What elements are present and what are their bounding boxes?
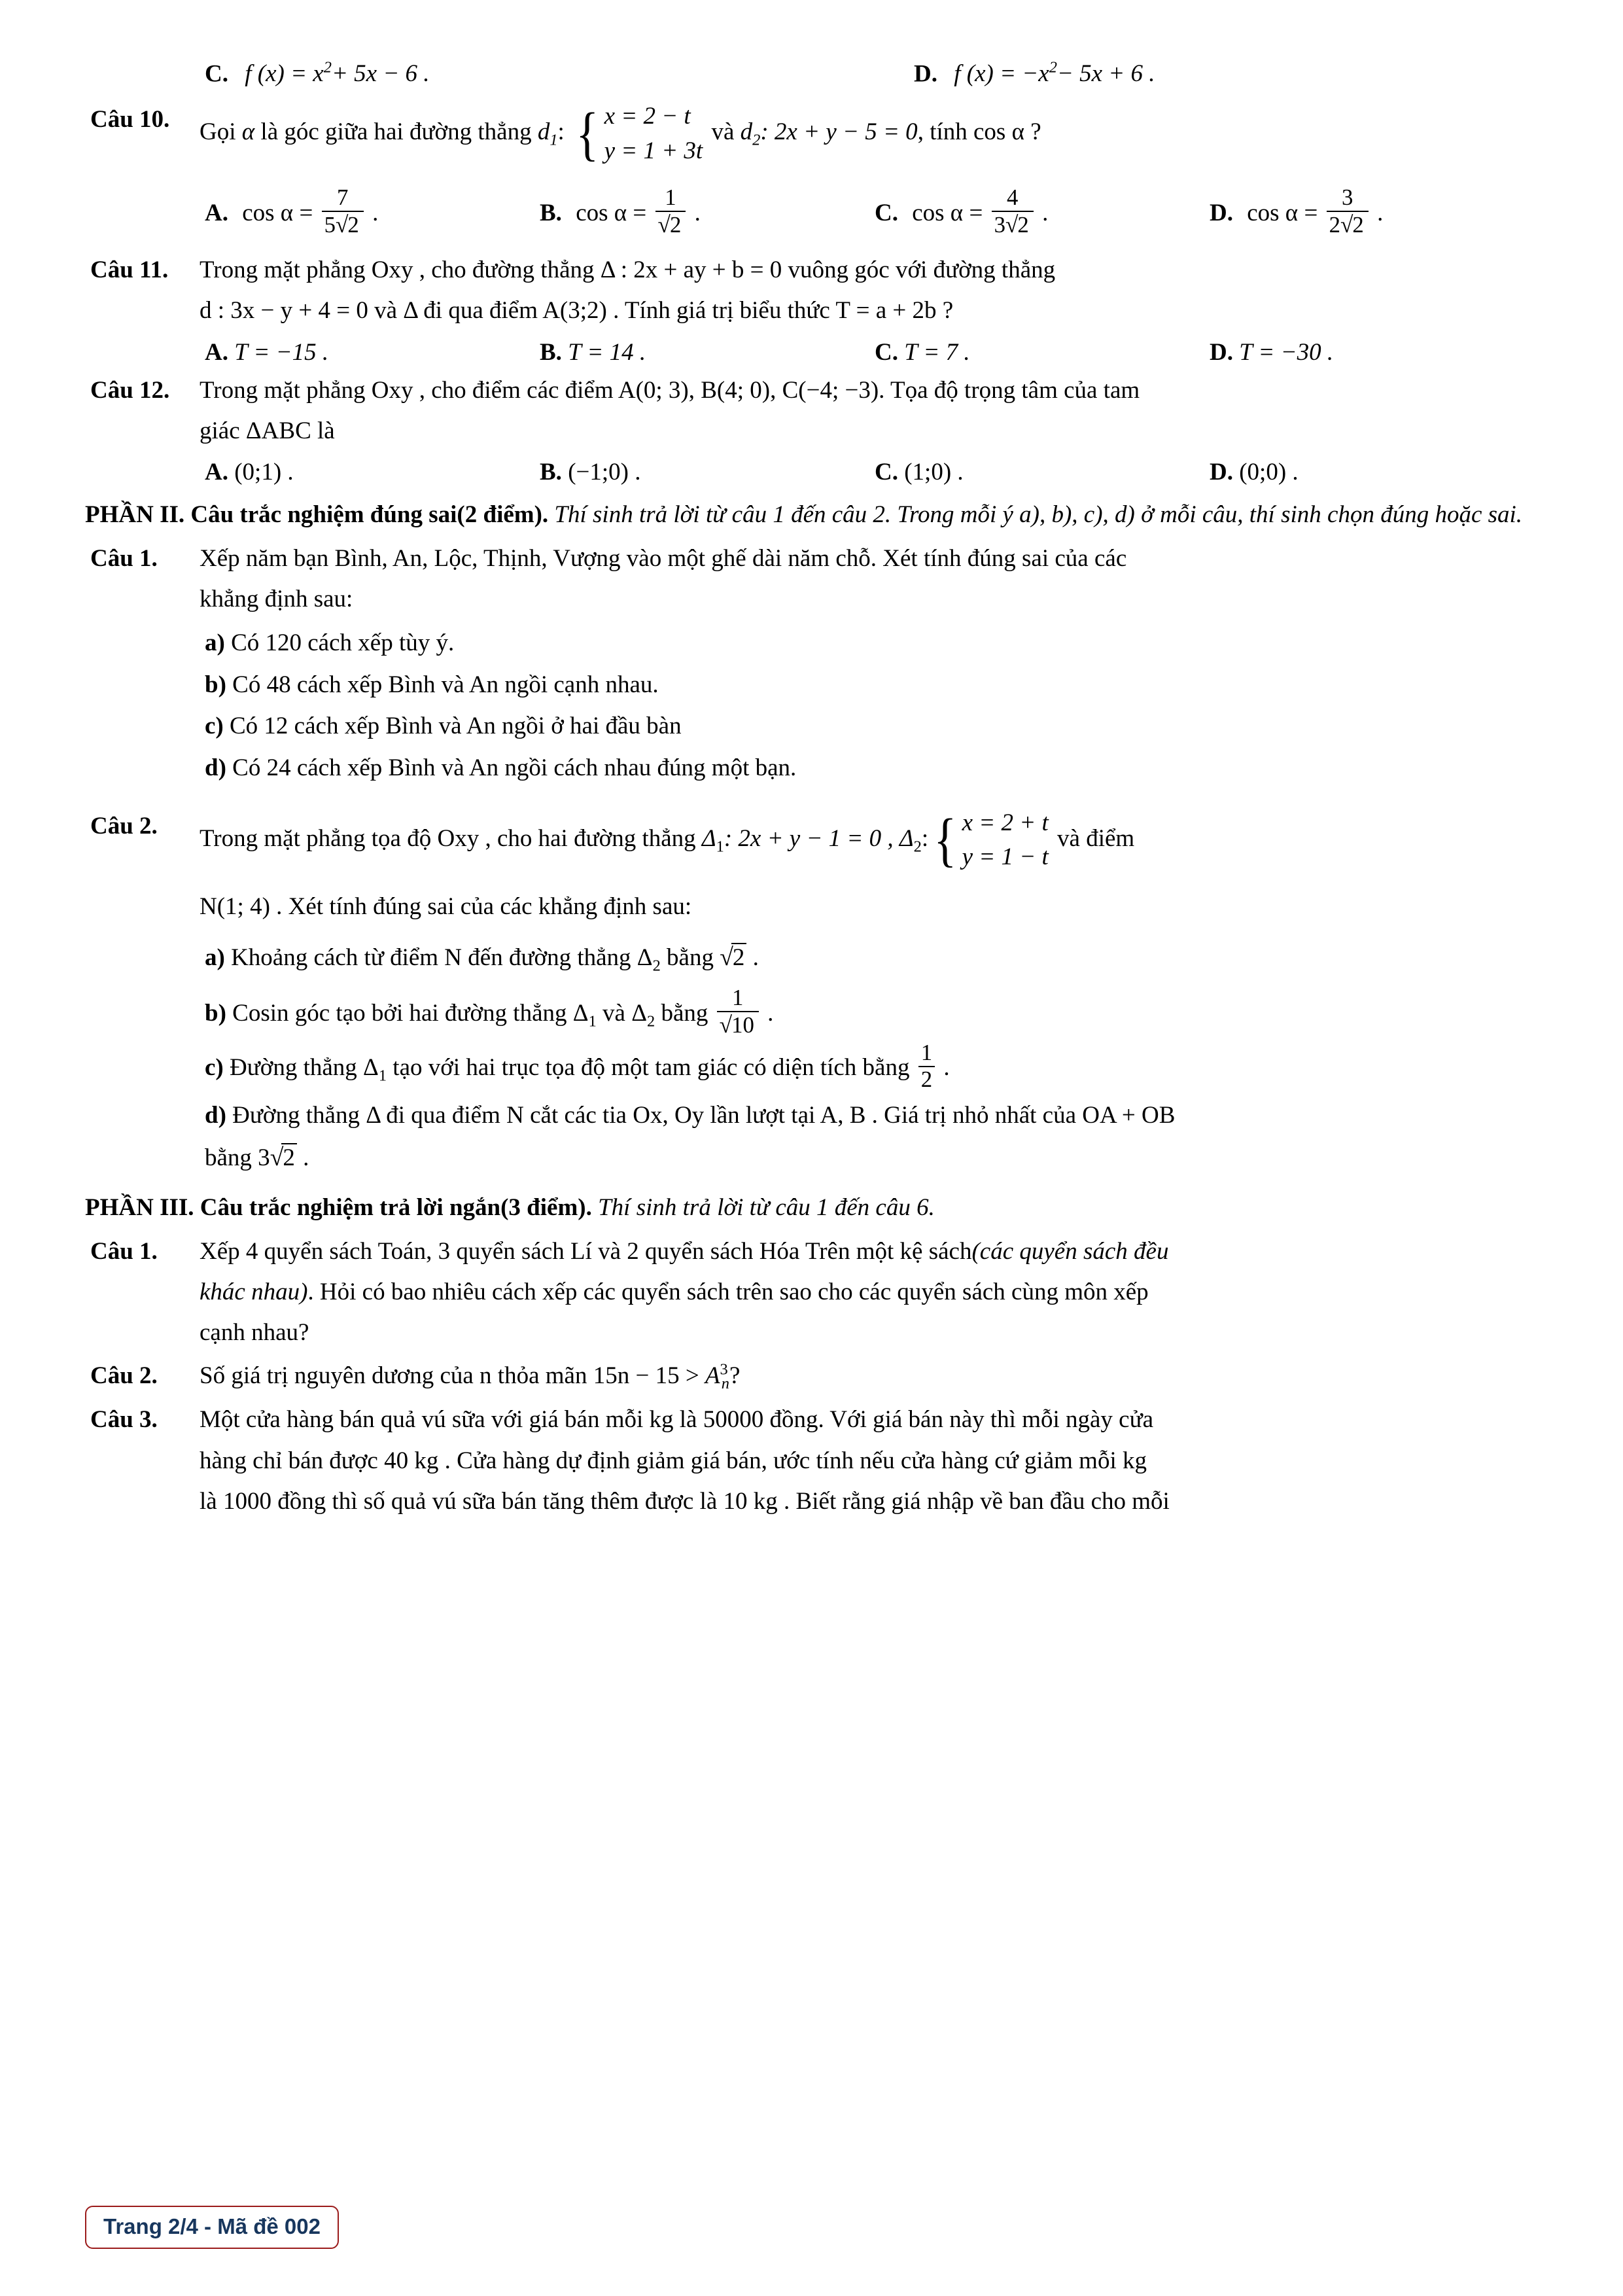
part2-q2-item-c-post: . — [943, 1053, 950, 1081]
part2-q2-item-b — [205, 985, 1544, 1040]
part2-question-2 — [85, 806, 1544, 927]
q10-option-a-tail: . — [372, 200, 379, 227]
q10-text-b: là góc giữa hai đường thẳng — [260, 118, 532, 146]
option-d-post: − 5x + 6 . — [1056, 60, 1155, 88]
q12-option-b-text: (−1;0) . — [568, 458, 641, 486]
q10-option-c — [875, 185, 1210, 238]
part2-q2-item-c-mid: tạo với hai trục tọa độ một tam giác có diện tích bằng — [387, 1053, 910, 1081]
q11-line2: d : 3x − y + 4 = 0 và Δ đi qua điểm A(3;2) . Tính giá trị biểu thức T = a + 2b ? — [200, 297, 954, 325]
question-10-body — [200, 99, 1544, 168]
part3-q1-line1 — [200, 1231, 1544, 1272]
part2-q2-sys-line1: x = 2 + t — [962, 809, 1049, 836]
part3-q1-line3: cạnh nhau? — [200, 1318, 309, 1346]
part2-q2-item-a-sqrt-arg: 2 — [731, 943, 747, 971]
option-c-pre: f (x) = x — [245, 60, 324, 88]
q11-option-c — [875, 338, 1210, 366]
option-d-expression — [954, 60, 1155, 87]
question-11-body — [200, 250, 1544, 331]
part2-q2-item-c-sub: 1 — [378, 1067, 387, 1085]
part2-q1-item-b-mark: b) — [205, 671, 226, 698]
question-12-options — [85, 458, 1544, 486]
part3-question-2 — [85, 1356, 1544, 1397]
part2-q2-item-d-line2-post: . — [303, 1144, 309, 1171]
part-2-heading-bold: PHẦN II. Câu trắc nghiệm đúng sai(2 điểm). — [85, 501, 549, 528]
question-9-options-continued — [85, 59, 1544, 88]
q10-option-b-num: 1 — [665, 185, 676, 211]
part2-q2-item-a-mid: bằng — [660, 944, 714, 971]
part3-q2-post: ? — [729, 1362, 741, 1390]
option-d-pre: f (x) = −x — [954, 60, 1049, 88]
q10-option-c-label: C. — [875, 200, 898, 227]
q12-option-d-text: (0;0) . — [1239, 458, 1299, 486]
part2-question-1-body — [200, 539, 1544, 620]
q10-option-c-fraction — [992, 185, 1034, 238]
part2-q2-item-b-pre: Cosin góc tạo bởi hai đường thẳng Δ — [232, 999, 589, 1027]
option-d-label: D. — [914, 60, 937, 88]
part-2-heading-italic: Thí sinh trả lời từ câu 1 đến câu 2. Trong mỗi ý a), b), c), d) ở mỗi câu, thí sinh chọn đúng hoặc sai. — [554, 501, 1523, 528]
q10-option-d-label: D. — [1210, 200, 1233, 227]
part2-q2-item-b-mark: b) — [205, 999, 226, 1027]
part3-q2-a-sub: n — [721, 1375, 729, 1393]
q10-text-a: Gọi — [200, 118, 236, 146]
option-c-expression — [245, 60, 429, 87]
q10-option-a-num: 7 — [336, 185, 349, 211]
part3-q3-line1: Một cửa hàng bán quả vú sữa với giá bán mỗi kg là 50000 đồng. Với giá bán này thì mỗi ngày cửa — [200, 1406, 1154, 1434]
part2-q2-brace: { — [934, 807, 957, 874]
q10-d2-eq: : 2x + y − 5 = 0 — [760, 118, 918, 146]
q10-option-d — [1210, 185, 1544, 238]
q10-option-a-den-sqrt: 2 — [346, 211, 360, 238]
part3-q2-a-sym: A — [705, 1362, 720, 1390]
q11-option-a — [205, 338, 540, 366]
q12-line2: giác ΔABC là — [200, 417, 335, 444]
part-3-heading-bold: PHẦN III. Câu trắc nghiệm trả lời ngắn(3 điểm). — [85, 1193, 592, 1221]
part2-q2-item-d-mark: d) — [205, 1102, 226, 1129]
q10-d1-sub: 1 — [550, 131, 558, 149]
part2-q1-line1: Xếp năm bạn Bình, An, Lộc, Thịnh, Vượng vào một ghế dài năm chỗ. Xét tính đúng sai của các — [200, 544, 1127, 572]
question-11 — [85, 250, 1544, 331]
part2-q2-item-c-den: 2 — [918, 1066, 935, 1093]
part3-question-1 — [85, 1231, 1544, 1353]
part2-q2-item-b-den-sqrt: 10 — [730, 1011, 756, 1038]
q10-option-c-den: 3√2 — [992, 211, 1034, 238]
part2-q2-line1-b: và điểm — [1057, 824, 1135, 852]
q11-option-b — [540, 338, 875, 366]
part-2-heading — [85, 495, 1544, 535]
option-c — [205, 59, 875, 88]
part3-q2-pre: Số giá trị nguyên dương của n thỏa mãn 15n − 15 > — [200, 1362, 699, 1390]
part2-q2-delta1-sub: 1 — [716, 838, 724, 856]
q10-sys-line1: x = 2 − t — [604, 103, 691, 130]
part2-q1-item-a — [205, 622, 1544, 664]
part2-q2-item-a-post: . — [752, 944, 759, 971]
option-c-label: C. — [205, 60, 228, 88]
part2-q1-item-b-text: Có 48 cách xếp Bình và An ngồi cạnh nhau. — [232, 671, 659, 698]
part2-q2-item-c-fraction — [918, 1040, 935, 1093]
q12-option-d — [1210, 458, 1544, 486]
part3-question-3 — [85, 1400, 1544, 1521]
part2-q2-item-d-text: Đường thẳng Δ đi qua điểm N cắt các tia Ox, Oy lần lượt tại A, B . Giá trị nhỏ nhất của OA + OB — [232, 1102, 1176, 1129]
part3-question-2-label: Câu 2. — [90, 1362, 158, 1390]
q10-option-c-den-pre: 3 — [994, 212, 1005, 238]
part2-q2-item-c-mark: c) — [205, 1053, 224, 1081]
q10-option-d-lhs: cos α = — [1247, 200, 1318, 227]
part-3-heading — [85, 1188, 1544, 1227]
q10-option-d-num: 3 — [1341, 185, 1353, 211]
part2-q2-delta1-sym: Δ — [701, 824, 716, 852]
part3-question-3-label: Câu 3. — [90, 1406, 158, 1434]
part2-question-2-body — [200, 806, 1544, 927]
part2-q1-item-c — [205, 705, 1544, 747]
q10-option-b-den: √2 — [655, 211, 686, 238]
q12-line1: Trong mặt phẳng Oxy , cho điểm các điểm A(0; 3), B(4; 0), C(−4; −3). Tọa độ trọng tâm của tam — [200, 376, 1140, 404]
option-c-sup: 2 — [323, 59, 332, 77]
q10-option-d-den-sqrt: 2 — [1351, 211, 1365, 238]
q11-option-d-label: D. — [1210, 338, 1233, 366]
question-12 — [85, 370, 1544, 451]
q12-option-b-label: B. — [540, 458, 562, 486]
part3-q1-line2 — [200, 1272, 1544, 1313]
part3-question-1-label: Câu 1. — [90, 1237, 158, 1265]
q11-option-c-label: C. — [875, 338, 898, 366]
question-12-label: Câu 12. — [90, 376, 170, 404]
q10-option-a-fraction — [322, 185, 364, 238]
question-10 — [85, 99, 1544, 168]
option-d — [875, 59, 1584, 88]
q10-text-d: , tính — [917, 118, 968, 146]
part3-question-3-body — [200, 1400, 1544, 1521]
q10-option-d-den-pre: 2 — [1329, 212, 1340, 238]
q10-option-b-den-sqrt: 2 — [669, 211, 683, 238]
q12-option-c-label: C. — [875, 458, 898, 486]
part2-q2-line2: N(1; 4) . Xét tính đúng sai của các khẳng định sau: — [200, 892, 692, 920]
part2-q2-line1 — [200, 806, 1544, 875]
q10-colon: : — [557, 118, 565, 146]
part2-q1-item-a-text: Có 120 cách xếp tùy ý. — [231, 629, 455, 657]
q10-option-b-label: B. — [540, 200, 562, 227]
q10-option-d-fraction — [1327, 185, 1369, 238]
q12-option-d-label: D. — [1210, 458, 1233, 486]
q10-option-b-tail: . — [694, 200, 701, 227]
q11-line1: Trong mặt phẳng Oxy , cho đường thẳng Δ : 2x + ay + b = 0 vuông góc với đường thẳng — [200, 256, 1056, 284]
q10-d2: d — [740, 118, 753, 146]
part2-question-1-label: Câu 1. — [90, 544, 158, 572]
part2-q1-item-c-mark: c) — [205, 713, 224, 740]
part2-q2-item-a-mark: a) — [205, 944, 225, 971]
q11-option-a-label: A. — [205, 338, 228, 366]
q10-system — [573, 99, 703, 168]
option-d-sup: 2 — [1049, 59, 1057, 77]
q12-option-a-label: A. — [205, 458, 228, 486]
part2-q2-item-b-den: √10 — [717, 1011, 759, 1038]
q10-sys-line2: y = 1 + 3t — [604, 137, 703, 164]
q12-option-c — [875, 458, 1210, 486]
part3-question-2-body — [200, 1356, 1544, 1397]
part3-q3-line3: là 1000 đồng thì số quả vú sữa bán tăng thêm được là 10 kg . Biết rằng giá nhập về ban đầu cho mỗi — [200, 1487, 1170, 1515]
part2-q2-item-d-sqrt-arg: 2 — [281, 1143, 297, 1171]
part3-q1-line2-normal: . Hỏi có bao nhiêu cách xếp các quyển sách trên sao cho các quyển sách cùng môn xếp — [307, 1278, 1149, 1305]
part2-q2-item-a-sub: 2 — [652, 957, 661, 975]
part2-q2-delta2-sym: Δ — [899, 824, 914, 852]
q10-option-c-num: 4 — [1006, 185, 1019, 211]
part2-q2-item-b-sub: 1 — [588, 1012, 597, 1031]
question-11-label: Câu 11. — [90, 256, 169, 284]
part-3-heading-italic: Thí sinh trả lời từ câu 1 đến câu 6. — [598, 1193, 935, 1221]
part2-q2-delta2: $\Delta_2$: { x = 2 + t y = 1 − t — [899, 825, 1051, 852]
q11-option-b-text: T = 14 . — [568, 338, 646, 366]
part3-q1-line1-italic: (các quyển sách đều — [971, 1237, 1169, 1265]
part2-q2-line1-a: Trong mặt phẳng tọa độ Oxy , cho hai đường thẳng — [200, 824, 696, 852]
part2-q2-delta2-sub: 2 — [913, 838, 922, 856]
part2-q1-line2: khẳng định sau: — [200, 586, 353, 613]
q10-option-a-lhs: cos α = — [242, 200, 313, 227]
part2-q2-sys-line2: y = 1 − t — [962, 843, 1049, 871]
part3-q2-a-sup: 3 — [720, 1360, 728, 1379]
part2-q2-items — [205, 930, 1544, 1179]
q11-option-d-text: T = −30 . — [1239, 338, 1334, 366]
part2-q2-item-a-pre: Khoảng cách từ điểm N đến đường thẳng Δ — [231, 944, 653, 971]
part2-q2-item-a-sqrt: √2 — [720, 930, 746, 985]
q10-option-a — [205, 185, 540, 238]
q10-option-d-den: 2√2 — [1327, 211, 1369, 238]
question-12-body — [200, 370, 1544, 451]
q11-option-c-text: T = 7 . — [904, 338, 970, 366]
q10-option-a-den-pre: 5 — [324, 212, 336, 238]
part2-q1-item-c-text: Có 12 cách xếp Bình và An ngồi ở hai đầu bàn — [230, 713, 682, 740]
part2-q1-item-d — [205, 747, 1544, 789]
part2-q2-item-d-sqrt: √2 — [270, 1137, 297, 1179]
question-11-options — [85, 338, 1544, 366]
q10-option-c-den-sqrt: 2 — [1016, 211, 1030, 238]
q10-line1-expr — [537, 100, 712, 167]
part2-q1-item-a-mark: a) — [205, 629, 225, 657]
part2-q2-item-c-num: 1 — [920, 1040, 933, 1066]
option-c-post: + 5x − 6 . — [331, 60, 430, 88]
part3-q3-line2: hàng chỉ bán được 40 kg . Cửa hàng dự định giảm giá bán, ước tính nếu cửa hàng cứ giảm mỗi kg — [200, 1447, 1147, 1474]
q10-d1: d — [537, 118, 550, 146]
part2-q2-item-b-sub2: 2 — [646, 1012, 655, 1031]
part3-q2-a-term — [705, 1360, 729, 1393]
part2-q1-item-b — [205, 664, 1544, 706]
part2-q2-item-b-mid2: bằng — [655, 999, 708, 1027]
q10-option-b — [540, 185, 875, 238]
q10-option-b-lhs: cos α = — [576, 200, 647, 227]
q11-option-d — [1210, 338, 1544, 366]
part2-q2-item-a — [205, 930, 1544, 985]
q10-d2-sub: 2 — [752, 131, 761, 149]
q10-option-d-tail: . — [1377, 200, 1384, 227]
part2-q2-delta1-eq: : 2x + y − 1 = 0 , — [724, 824, 894, 852]
q12-option-a — [205, 458, 540, 486]
part2-q2-item-c-pre: Đường thẳng Δ — [230, 1053, 379, 1081]
part2-q2-item-d-line1 — [205, 1095, 1544, 1137]
part3-q1-line2-italic: khác nhau) — [200, 1278, 308, 1305]
part2-q2-delta1 — [701, 824, 894, 856]
question-10-label: Câu 10. — [90, 106, 170, 133]
part2-q2-item-c — [205, 1040, 1544, 1095]
q10-cos-alpha: cos α ? — [973, 118, 1041, 146]
footer — [85, 2206, 339, 2249]
part3-q1-line1-normal: Xếp 4 quyển sách Toán, 3 quyển sách Lí và 2 quyển sách Hóa Trên một kệ sách — [200, 1237, 972, 1265]
q12-option-a-text: (0;1) . — [234, 458, 294, 486]
q10-option-b-fraction — [655, 185, 686, 238]
part2-question-2-label: Câu 2. — [90, 812, 158, 839]
q10-option-c-tail: . — [1042, 200, 1049, 227]
part2-q1-item-d-mark: d) — [205, 754, 226, 782]
q10-option-a-label: A. — [205, 200, 228, 227]
part2-q2-item-d-line2 — [205, 1137, 1544, 1179]
part2-q2-item-d — [205, 1095, 1544, 1179]
q10-alpha: α — [241, 118, 255, 146]
q10-text-c: và — [711, 118, 735, 146]
q11-option-b-label: B. — [540, 338, 562, 366]
part2-q2-item-d-line2-pre: bằng 3 — [205, 1144, 270, 1171]
q12-option-c-text: (1;0) . — [904, 458, 964, 486]
q12-option-b — [540, 458, 875, 486]
part2-q2-item-b-post: . — [767, 999, 774, 1027]
question-10-options — [85, 185, 1544, 238]
q10-option-a-den: 5√2 — [322, 211, 364, 238]
part2-q1-item-d-text: Có 24 cách xếp Bình và An ngồi cách nhau đúng một bạn. — [232, 754, 797, 782]
part2-q2-item-b-fraction — [717, 985, 759, 1038]
q11-option-a-text: T = −15 . — [234, 338, 329, 366]
part2-question-1 — [85, 539, 1544, 620]
part2-q2-item-b-mid: và Δ — [596, 999, 647, 1027]
part2-q2-item-b-num: 1 — [732, 984, 744, 1010]
part2-q1-items — [205, 622, 1544, 789]
q10-option-c-lhs: cos α = — [912, 200, 983, 227]
page-number-tag: Trang 2/4 - Mã đề 002 — [85, 2206, 339, 2249]
part3-question-1-body — [200, 1231, 1544, 1353]
q10-brace: { — [576, 100, 599, 167]
part2-q2-system — [931, 806, 1049, 875]
